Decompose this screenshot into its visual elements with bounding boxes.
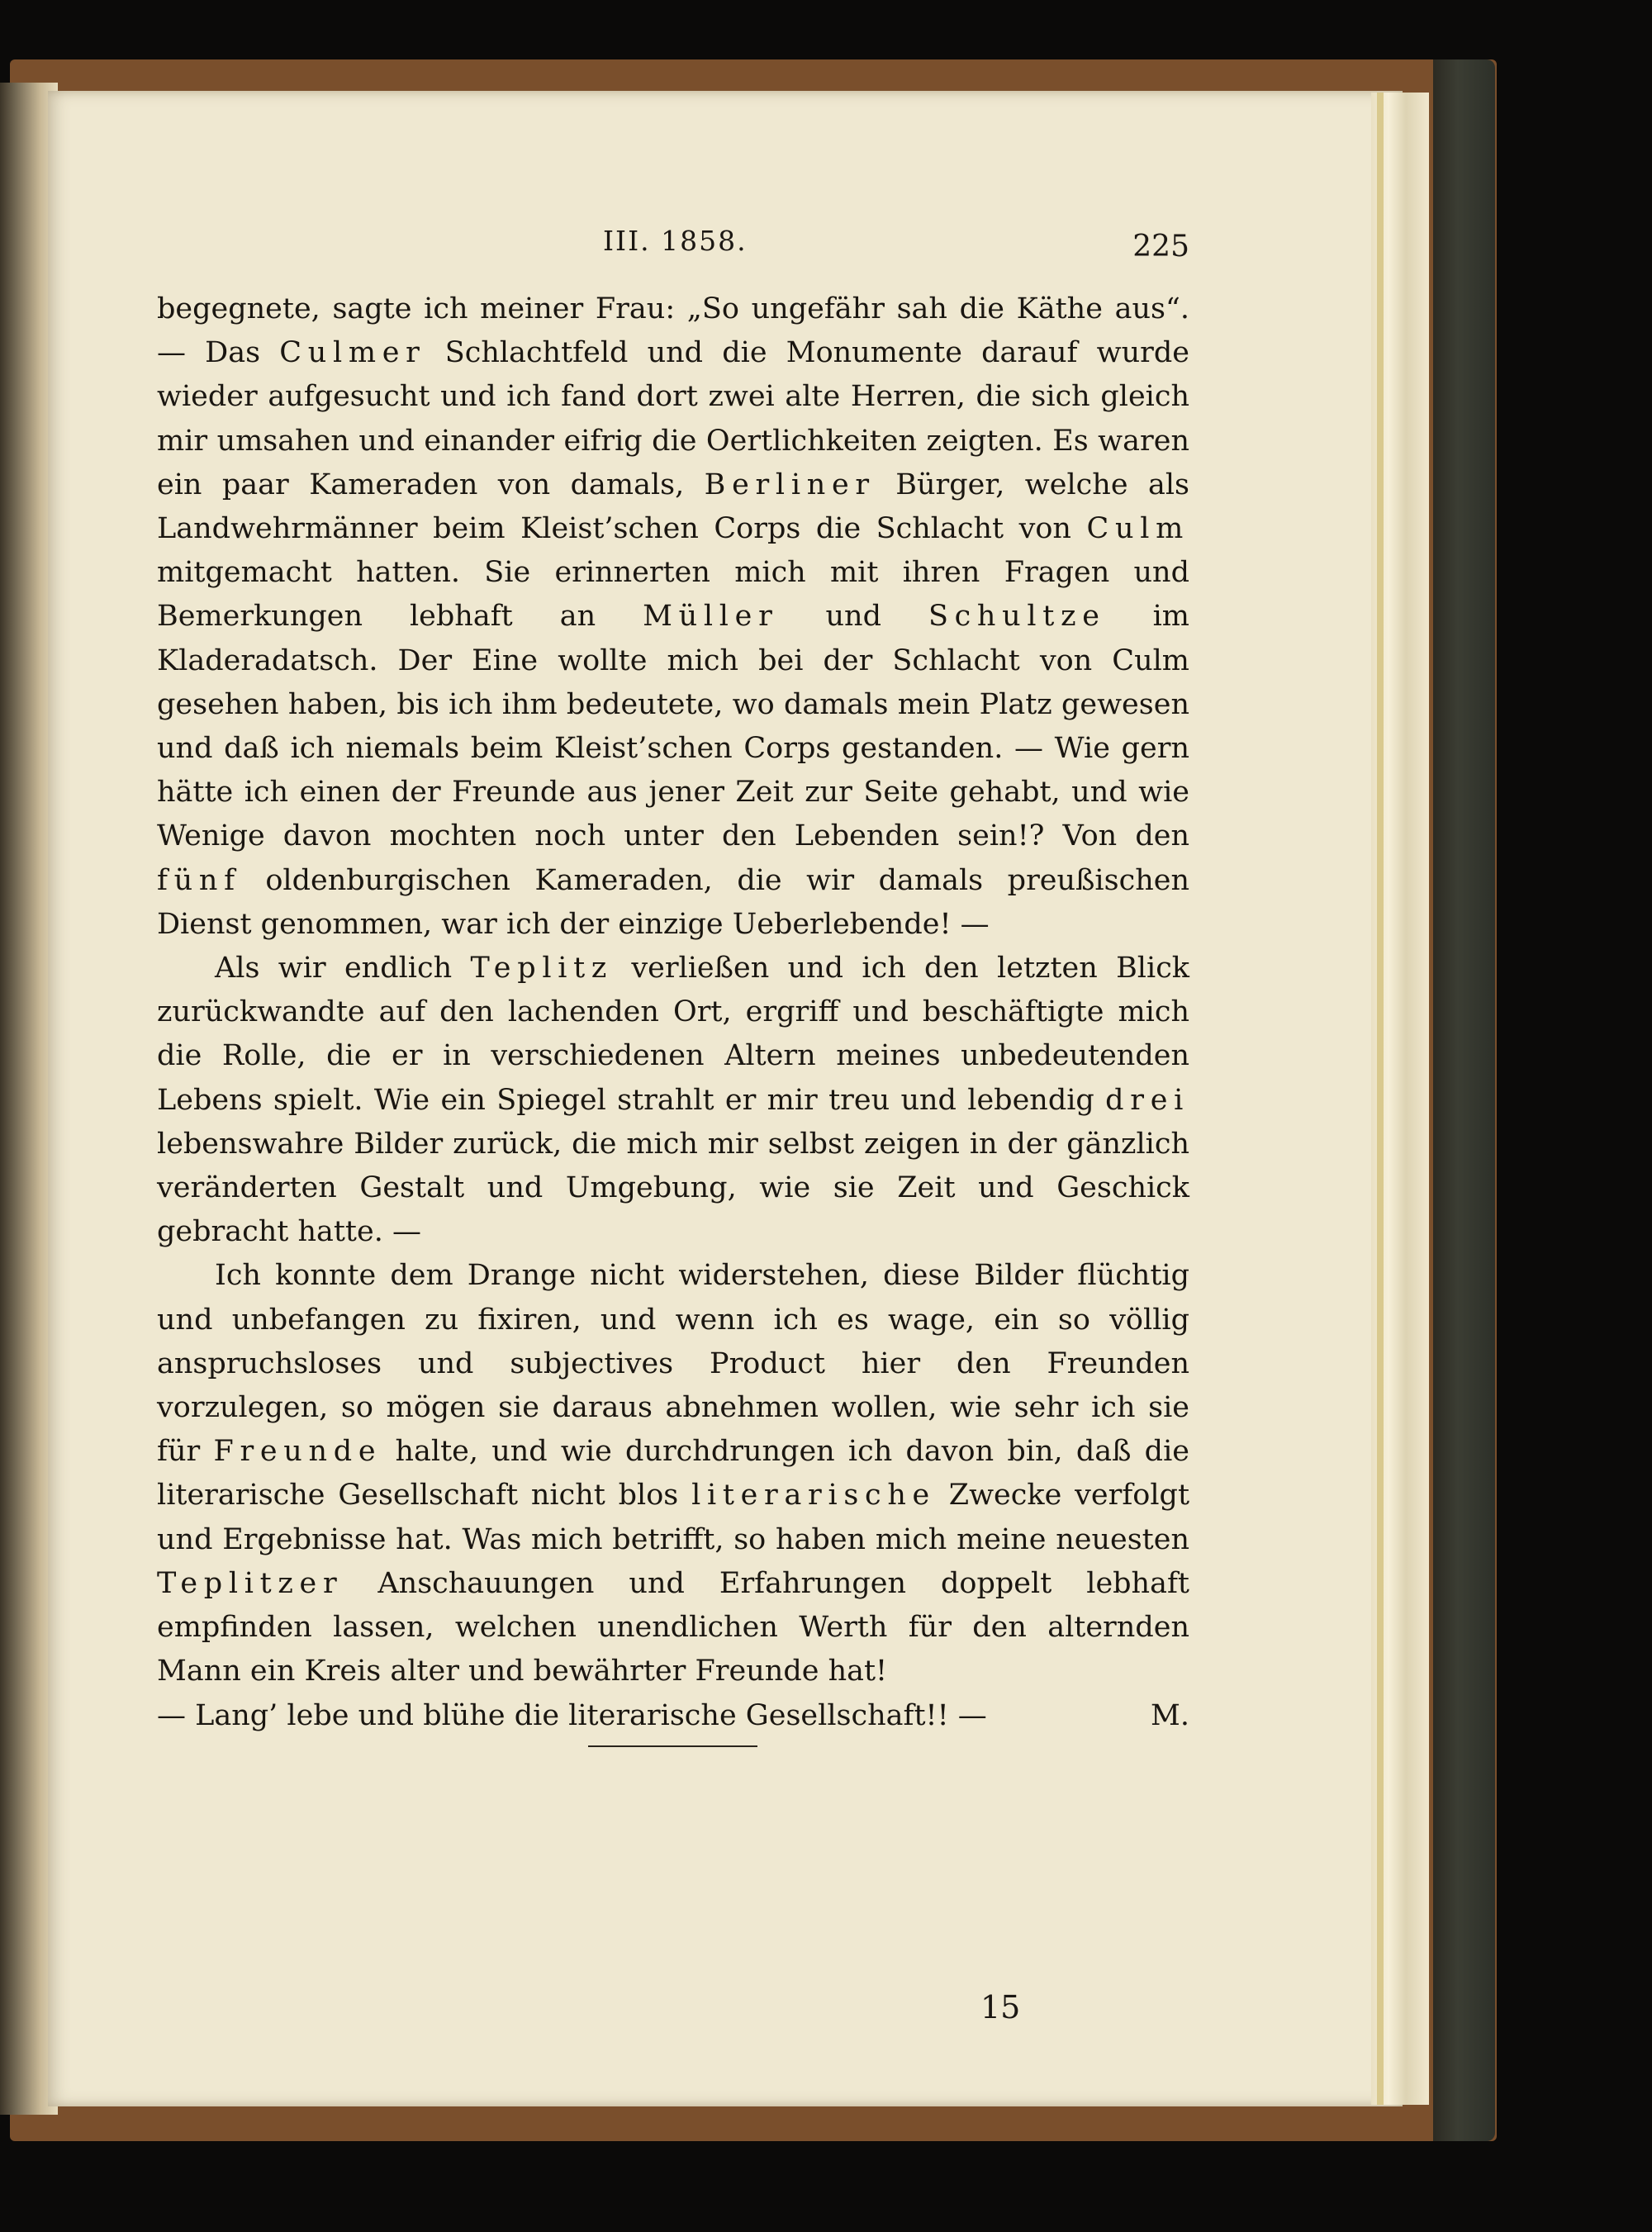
spaced-word: fünf	[157, 863, 241, 897]
author-signature: M.	[1151, 1698, 1189, 1732]
text-run: mitgemacht hatten. Sie erinnerten mich mit ihren Fragen und Bemerkungen lebhaft an	[157, 556, 1189, 634]
spaced-word: Teplitz	[470, 952, 614, 985]
text-run: begegnete, sagte ich meiner Frau: „So ungefähr sah die Käthe aus“. — Das	[157, 292, 1189, 370]
text-run: Schlachtfeld und die Monumente darauf wurde wieder aufgesucht und ich fand dort zwei alte Herren, die sich gleich mir umsahen und einander eifrig die Oertlichkeiten zeigten. Es waren ein paar Kameraden von damals,	[157, 336, 1189, 501]
section-divider	[588, 1745, 757, 1747]
text-run: und	[778, 600, 928, 634]
spaced-word: Culm	[1086, 512, 1189, 546]
running-head: III. 1858.	[603, 225, 748, 257]
text-run: halte, und wie durchdrungen ich davon bin, daß die literarische Gesellschaft nicht blos	[157, 1435, 1189, 1513]
closing-text: — Lang’ lebe und blühe die literarische Gesellschaft!! —	[157, 1698, 987, 1732]
text-run: Ich konnte dem Drange nicht widerstehen, diese Bilder flüchtig und unbefangen zu fixiren, und wenn ich es wage, ein so völlig anspruchsloses und subjectives Product hier den Freunden vorzulegen, so mögen sie daraus abnehmen wollen, wie sehr ich sie für	[157, 1259, 1189, 1469]
text-run: verließen und ich den letzten Blick zurückwandte auf den lachenden Ort, ergriff und beschäftigte mich die Rolle, die er in verschiedenen Altern meines unbedeutenden Lebens spielt. Wie ein Spiegel strahlt er mir treu und lebendig	[157, 952, 1189, 1117]
text-run: Bürger, welche als Landwehrmänner beim Kleist’schen Corps die Schlacht von	[157, 468, 1189, 546]
text-run: Anschauungen und Erfahrungen doppelt lebhaft empfinden lassen, welchen unendlichen Werth für den alternden Mann ein Kreis alter und bewährter Freunde hat!	[157, 1566, 1189, 1688]
page-number: 225	[1132, 230, 1189, 264]
page-header	[157, 225, 1189, 274]
body-text	[157, 287, 1189, 1738]
text-run: Als wir endlich	[215, 952, 471, 985]
spaced-word: Schultze	[928, 600, 1106, 634]
printer-signature-mark: 15	[980, 1989, 1021, 2025]
book-cover-edge	[1433, 59, 1495, 2141]
spaced-word: literarische	[691, 1479, 936, 1513]
paragraph-3	[157, 1254, 1189, 1693]
text-run: lebenswahre Bilder zurück, die mich mir selbst zeigen in der gänzlich veränderten Gestalt und Umgebung, wie sie Zeit und Geschick gebracht hatte. —	[157, 1127, 1189, 1249]
text-run: im Kladeradatsch. Der Eine wollte mich bei der Schlacht von Culm gesehen haben, bis ich ihm bedeutete, wo damals mein Platz gewesen und daß ich niemals beim Kleist’schen Corps gestanden. — Wie gern hätte ich einen der Freunde aus jener Zeit zur Seite gehabt, und wie Wenige davon mochten noch unter den Lebenden sein!? Von den	[157, 600, 1189, 853]
text-run: oldenburgischen Kameraden, die wir damals preußischen Dienst genommen, war ich der einzige Ueberlebende! —	[157, 863, 1189, 941]
text-run: Zwecke verfolgt und Ergebnisse hat. Was mich betrifft, so haben mich meine neuesten	[157, 1479, 1190, 1556]
spaced-word: Culmer	[279, 336, 426, 370]
paragraph-2	[157, 947, 1189, 1254]
spaced-word: drei	[1105, 1083, 1189, 1117]
paragraph-1	[157, 287, 1189, 947]
closing-line	[157, 1694, 1189, 1738]
spaced-word: Berliner	[704, 468, 876, 501]
spaced-word: Teplitzer	[157, 1566, 344, 1600]
spaced-word: Freunde	[213, 1435, 382, 1469]
gilt-edge	[1377, 93, 1384, 2105]
spaced-word: Müller	[643, 600, 779, 634]
